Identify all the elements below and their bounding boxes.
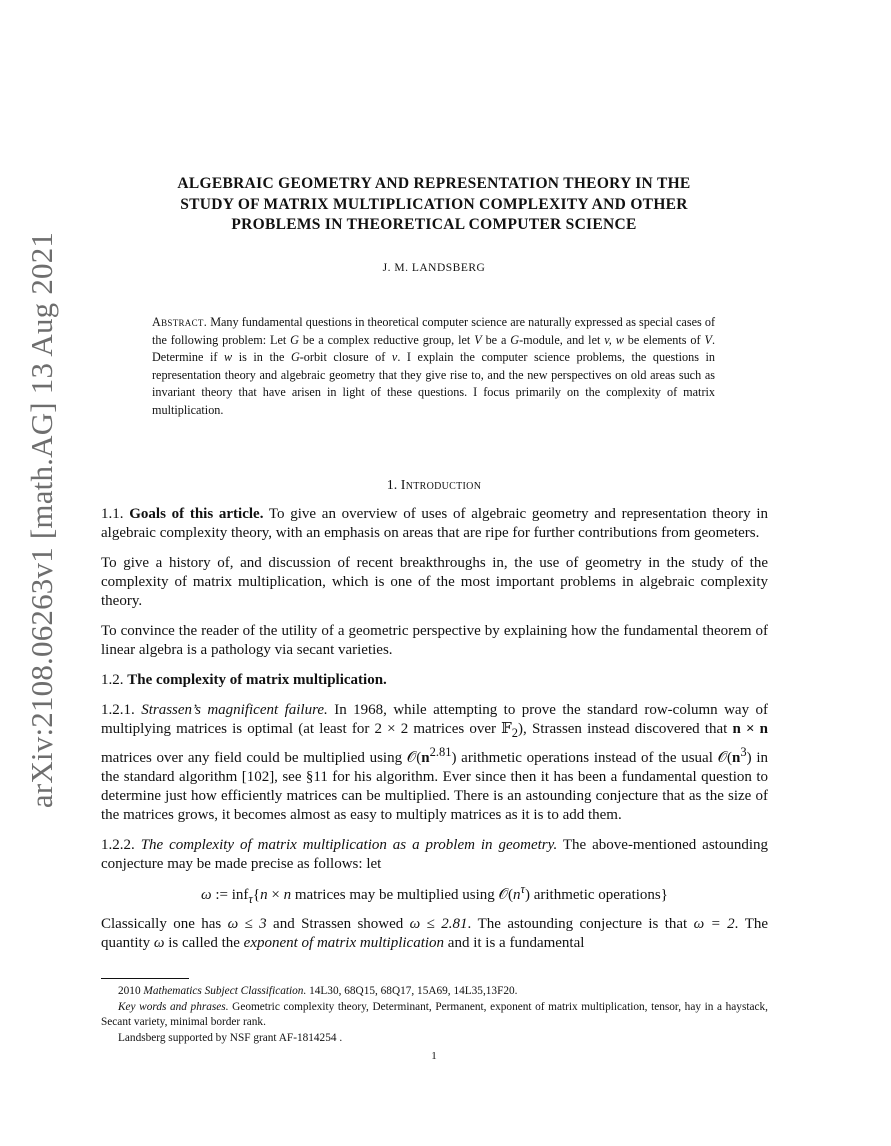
math-expression: 𝒪(	[498, 887, 513, 903]
title-line: ALGEBRAIC GEOMETRY AND REPRESENTATION THEORY IN THE	[177, 175, 691, 192]
subsection-number: 1.2.1.	[101, 702, 135, 718]
math-subscript: 2	[511, 726, 519, 740]
paper-title	[100, 174, 768, 236]
subsection-heading: Goals of this article.	[129, 506, 264, 522]
math-expression: ω ≤ 2.81	[409, 916, 468, 932]
display-equation	[101, 880, 768, 909]
math-superscript: 3	[740, 745, 747, 759]
section-number: 1.	[386, 478, 398, 493]
abstract-text: Many fundamental questions in theoretical computer science are naturally expressed as special cases of the following problem: Let	[152, 315, 715, 347]
footnote-rule	[101, 978, 189, 979]
title-line: STUDY OF MATRIX MULTIPLICATION COMPLEXITY AND OTHER	[180, 195, 688, 213]
math-expression: )	[451, 750, 457, 766]
math-symbol: n	[260, 887, 268, 903]
math-expression: ×	[267, 887, 284, 903]
abstract-label: Abstract.	[152, 315, 208, 329]
abstract-text: . Determine if	[152, 332, 715, 364]
math-expression: 2 × 2	[374, 721, 409, 737]
abstract-text: be elements of	[623, 332, 705, 347]
math-symbol: G	[510, 332, 520, 347]
math-expression: := inf	[211, 887, 249, 903]
abstract-text: is in the	[232, 350, 291, 364]
emphasis: exponent of matrix multiplication	[243, 935, 445, 951]
math-expression: )	[746, 750, 752, 766]
abstract-text: be a	[481, 332, 511, 347]
math-expression: arithmetic operations}	[529, 887, 668, 903]
paragraph-text: and Strassen showed	[266, 916, 410, 932]
footnotes	[101, 984, 768, 1046]
math-symbol: w	[224, 350, 233, 364]
body-text	[101, 505, 768, 964]
page-number: 1	[431, 1050, 437, 1062]
math-symbol: V	[474, 332, 482, 347]
math-subscript: τ	[248, 892, 253, 906]
math-symbol: v	[391, 350, 398, 364]
paragraph	[101, 915, 768, 953]
math-expression: 𝒪(	[406, 750, 422, 766]
math-symbol: ω	[201, 887, 212, 903]
footnote-label: Mathematics Subject Classification.	[143, 985, 307, 997]
math-expression: ω ≤ 3	[227, 916, 267, 932]
math-symbol: v, w	[604, 332, 624, 347]
paragraph-text: matrices over	[408, 721, 502, 737]
title-line: PROBLEMS IN THEORETICAL COMPUTER SCIENCE	[231, 216, 637, 233]
footnote-label: Key words and phrases.	[118, 1000, 229, 1013]
paragraph-text: in the standard algorithm [102], see §11 for his algorithm. Ever since then it has been a fundamental question to determine just how efficiently matrices can be multiplied. There is an astounding conjecture that as the size of the matrices grows, it becomes almost as easy to multiply matrices as it is to add them.	[101, 750, 768, 823]
math-superscript: τ	[520, 882, 525, 896]
footnote-msc	[101, 984, 768, 1000]
math-expression: 𝒪(	[717, 750, 733, 766]
author: J. M. LANDSBERG	[382, 262, 486, 274]
subsection-heading: Strassen’s magnificent failure.	[141, 702, 328, 718]
paragraph-text: . The astounding conjecture is that	[467, 916, 694, 932]
footnote-grant: Landsberg supported by NSF grant AF-1814254 .	[118, 1031, 343, 1044]
math-expression: n	[421, 750, 430, 766]
math-symbol: G	[290, 350, 300, 364]
subsection-number: 1.2.2.	[101, 837, 135, 853]
footnote-text: 14L30, 68Q15, 68Q17, 15A69, 14L35,13F20.	[306, 985, 518, 997]
math-expression: )	[524, 887, 530, 903]
math-expression: matrices may be multiplied using	[291, 887, 499, 903]
section-title: Introduction	[400, 478, 482, 493]
paragraph-text: ), Strassen instead discovered that	[518, 721, 733, 737]
paragraph-text: arithmetic operations instead of the usual	[456, 750, 718, 766]
paragraph-text: is called the	[164, 935, 244, 951]
math-symbol: G	[290, 332, 299, 347]
subsubsection-geometry	[101, 836, 768, 874]
subsection-number: 1.2.	[101, 672, 124, 688]
subsection-heading: The complexity of matrix multiplication as a problem in geometry.	[140, 837, 558, 853]
abstract-text: -orbit closure of	[299, 350, 392, 364]
paragraph: To give a history of, and discussion of recent breakthroughs in, the use of geometry in the study of the complexity of matrix multiplication, which is one of the most important problems in algebraic complexity theory.	[101, 555, 768, 609]
math-expression: n × n	[732, 721, 768, 737]
subsection-heading: The complexity of matrix multiplication.	[127, 672, 387, 688]
math-expression: n	[732, 750, 741, 766]
paragraph: To convince the reader of the utility of a geometric perspective by explaining how the fundamental theorem of linear algebra is a pathology via secant varieties.	[101, 623, 768, 658]
math-symbol: n	[512, 887, 521, 903]
paragraph-text: In 1968, while attempting to prove the standard row-column way of multiplying matrices is optimal (at least for	[101, 702, 769, 737]
math-symbol: V	[704, 332, 712, 347]
abstract-text: be a complex reductive group, let	[298, 332, 475, 347]
math-symbol: ω	[153, 935, 165, 951]
paragraph-text: Classically one has	[101, 916, 228, 932]
paragraph-text: and it is a fundamental	[444, 935, 585, 951]
arxiv-watermark	[12, 231, 72, 809]
section-heading	[100, 478, 768, 494]
subsubsection-strassen	[101, 701, 768, 825]
math-symbol: n	[283, 887, 292, 903]
arxiv-identifier: arXiv:2108.06263v1 [math.AG] 13 Aug 2021	[24, 231, 59, 809]
abstract	[152, 314, 715, 419]
subsection-complexity	[101, 671, 768, 690]
paragraph-text: The above-mentioned astounding conjecture may be made precise as follows: let	[101, 837, 769, 872]
footnote-keywords	[101, 1000, 768, 1031]
paragraph-text: . The quantity	[101, 916, 769, 951]
subsection-goals	[101, 505, 768, 543]
math-expression: {	[252, 887, 261, 903]
footnote-text: 2010	[118, 985, 144, 997]
paragraph-text: matrices over any field could be multiplied using	[101, 750, 407, 766]
footnote-text: Geometric complexity theory, Determinant, Permanent, exponent of matrix multiplication, tensor, hay in a haystack, Secant variety, minimal border rank.	[101, 1000, 768, 1028]
math-expression: 𝔽	[501, 721, 512, 737]
abstract-text: . I explain the computer science problems, the questions in representation theory and algebraic geometry that they give rise to, and the new perspectives on old areas such as invariant theory that have arisen in light of these questions. I focus primarily on the complexity of matrix multiplication.	[152, 350, 715, 417]
subsection-number: 1.1.	[101, 506, 124, 522]
abstract-text: -module, and let	[519, 332, 605, 347]
math-expression: ω = 2	[693, 916, 735, 932]
paragraph-text: To give an overview of uses of algebraic geometry and representation theory in algebraic complexity theory, with an emphasis on areas that are ripe for further contributions from geometers.	[101, 506, 769, 541]
math-superscript: 2.81	[429, 745, 452, 759]
